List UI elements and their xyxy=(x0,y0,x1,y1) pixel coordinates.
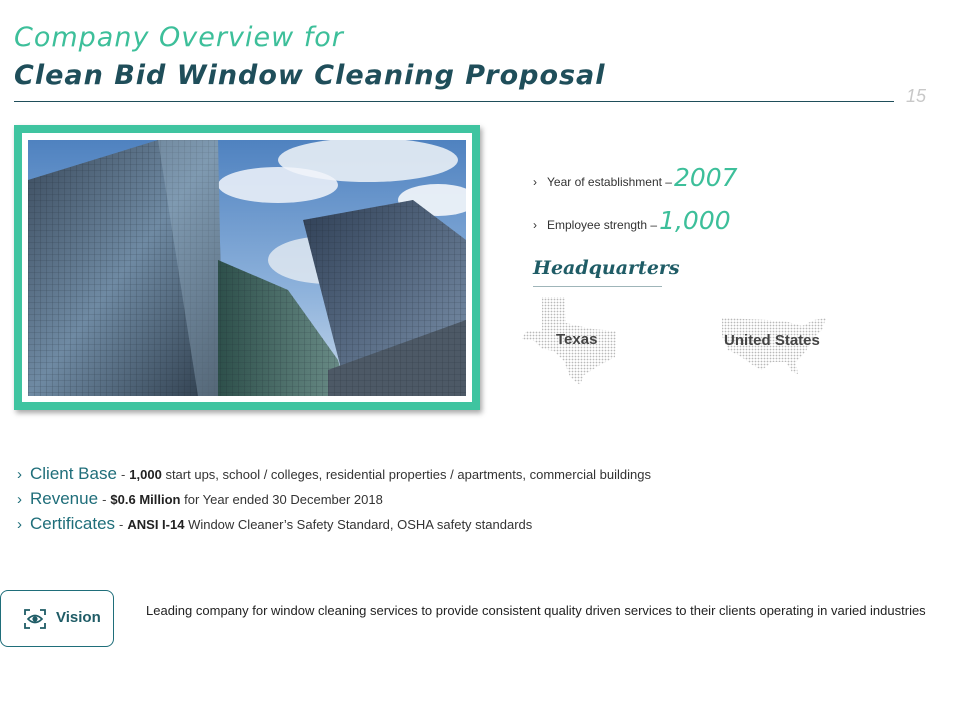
chevron-right-icon: › xyxy=(17,491,22,508)
list-item-highlight: ANSI I-14 xyxy=(127,517,185,532)
fact-value: 2007 xyxy=(673,163,738,192)
list-item-separator: - xyxy=(102,492,107,507)
title-divider xyxy=(14,101,894,102)
list-item-revenue xyxy=(17,489,651,514)
list-item-highlight: $0.6 Million xyxy=(110,492,181,507)
list-item-client-base xyxy=(17,464,651,489)
list-item-text: for Year ended 30 December 2018 xyxy=(180,492,383,507)
fact-employee-strength xyxy=(533,206,731,235)
page-number: 15 xyxy=(906,86,927,106)
chevron-right-icon: › xyxy=(17,466,22,483)
list-item-heading: Certificates xyxy=(30,514,116,533)
fact-year-established xyxy=(533,163,738,192)
map-label-united-states: United States xyxy=(724,332,820,349)
list-item-highlight: 1,000 xyxy=(129,467,162,482)
title-line-1: Company Overview for xyxy=(14,22,344,53)
list-item-separator: - xyxy=(120,467,126,482)
title-line-2: Clean Bid Window Cleaning Proposal xyxy=(14,60,606,91)
eye-focus-icon xyxy=(23,608,47,630)
list-item-text: Window Cleaner’s Safety Standard, OSHA safety standards xyxy=(184,517,533,532)
headquarters-title: Headquarters xyxy=(533,257,680,279)
list-item-separator: - xyxy=(119,517,124,532)
skyscrapers-photo xyxy=(28,140,466,396)
fact-label: Year of establishment – xyxy=(547,175,672,189)
photo-frame xyxy=(14,125,480,410)
map-label-texas: Texas xyxy=(556,331,598,348)
chevron-right-icon: › xyxy=(533,175,537,189)
headquarters-underline xyxy=(533,286,662,287)
fact-label: Employee strength – xyxy=(547,218,658,232)
list-item-heading: Revenue xyxy=(30,489,99,508)
chevron-right-icon: › xyxy=(533,218,537,232)
vision-statement: Leading company for window cleaning services to provide consistent quality driven services to their clients operating in varied industries xyxy=(146,603,926,618)
vision-badge xyxy=(0,590,114,647)
chevron-right-icon: › xyxy=(17,516,22,533)
fact-value: 1,000 xyxy=(659,206,731,235)
list-item-certificates xyxy=(17,514,651,539)
company-details-list xyxy=(17,464,651,539)
photo-mat xyxy=(22,133,472,402)
vision-label: Vision xyxy=(56,609,101,626)
list-item-text: start ups, school / colleges, residential properties / apartments, commercial buildings xyxy=(161,467,651,482)
list-item-heading: Client Base xyxy=(30,464,117,483)
